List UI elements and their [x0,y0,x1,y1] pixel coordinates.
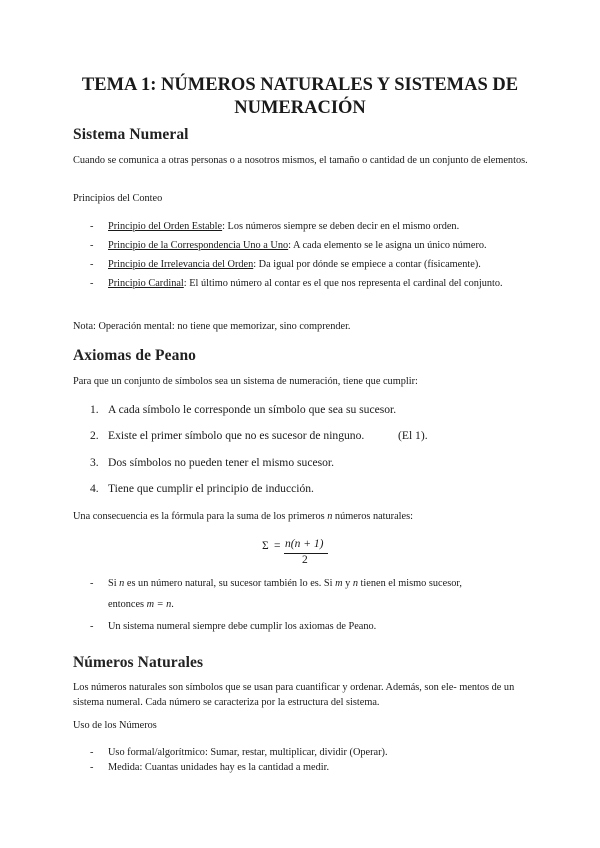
axiom-text: Dos símbolos no pueden tener el mismo sucesor. [108,456,335,469]
uso-subheading: Uso de los Números [73,720,157,731]
bullet-dash: - [90,221,94,232]
principios-subheading: Principios del Conteo [73,193,163,204]
sigma-symbol: Σ [262,540,269,552]
note-text: Nota: Operación mental: no tiene que memorizar, sino comprender. [73,321,351,332]
bullet-dash: - [90,621,94,632]
heading-sistema-numeral: Sistema Numeral [73,126,189,143]
axiom-extra: (El 1). [398,429,428,442]
principle-desc: : A cada elemento se le asigna un único número. [288,240,487,251]
axiom-text: Tiene que cumplir el principio de inducción. [108,482,314,495]
heading-axiomas-de-peano: Axiomas de Peano [73,347,197,364]
bullet-dash: - [90,240,94,251]
bullet-dash: - [90,278,94,289]
principle-desc: : El último número al contar es el que nos representa el cardinal del conjunto. [183,278,503,289]
heading-numeros-naturales: Números Naturales [73,654,204,671]
axiom-text: A cada símbolo le corresponde un símbolo que sea su sucesor. [108,403,397,416]
axiom-number: 3. [90,456,99,469]
bullet-dash: - [90,762,94,773]
formula-denominator: 2 [302,554,308,566]
bullet-dash: - [90,747,94,758]
axiom-number: 2. [90,429,99,442]
consequence-text: Una consecuencia es la fórmula para la suma de los primeros n números naturales: [73,511,413,522]
principle-desc: : Los números siempre se deben decir en el mismo orden. [222,221,460,232]
peano-intro: Para que un conjunto de símbolos sea un sistema de numeración, tiene que cumplir: [73,376,418,387]
principle-desc: : Da igual por dónde se empiece a contar (físicamente). [253,259,481,270]
axiom-number: 4. [90,482,99,495]
equals-sign: = [274,540,281,552]
principle-name: Principio Cardinal [108,278,184,289]
bullet-dash: - [90,578,94,589]
axiom-text: Existe el primer símbolo que no es sucesor de ninguno. [108,429,365,442]
sistema-numeral-intro: Cuando se comunica a otras personas o a nosotros mismos, el tamaño o cantidad de un conjunto de elementos. [73,155,528,166]
numeros-naturales-intro: Los números naturales son símbolos que se usan para cuantificar y ordenar. Además, son ele- mentos de un sistema numeral. Cada número se caracteriza por la estructura del sistema. [73,682,515,708]
bullet-dash: - [90,259,94,270]
principle-name: Principio del Orden Estable [108,221,223,232]
principle-name: Principio de Irrelevancia del Orden [108,259,254,270]
page-title: TEMA 1: NÚMEROS NATURALES Y SISTEMAS DE NUMERACIÓN [81,75,519,118]
formula-numerator: n(n + 1) [285,538,324,550]
document-page: TEMA 1: NÚMEROS NATURALES Y SISTEMAS DE NUMERACIÓN Sistema Numeral Cuando se comunica a otras personas o a nosotros mismos, el tamaño o cantidad de un conjunto de elementos. Principios del Conteo - Principio del Orden Estable: Los números siempre se deben decir en el mismo orden. - Principio de la Correspondencia Uno a Uno: A cada elemento se le asigna un único número. - Principio de Irrelevancia del Orden: Da igual por dónde se empiece a contar (físicamente). - Principio Cardinal: El último número al contar es el que nos representa el cardinal del conjunto. Nota: Operación mental: no tiene que memorizar, sino comprender. Axiomas de Peano Para que un conjunto de símbolos sea un sistema de numeración, tiene que cumplir: 1. A cada símbolo le corresponde un símbolo que sea su sucesor. 2. Existe el primer símbolo que no es sucesor de ninguno. (El 1). 3. Dos símbolos no pueden tener el mismo sucesor. 4. Tiene que cumplir el principio de inducción. Una consecuencia es la fórmula para la suma de los primeros n números naturales: Σ = n(n + 1) 2 - Si n es un número natural, su sucesor también lo es. Si m y n tienen el mismo sucesor, entonces m = n. - Un sistema numeral siempre debe cumplir los axiomas de Peano. Números Naturales Los números naturales son símbolos que se usan para cuantificar y ordenar. Además, son ele- mentos de un sistema numeral. Cada número se caracteriza por la estructura del sistema. Uso de los Números - Uso formal/algorítmico: Sumar, restar, multiplicar, dividir (Operar). - Medida: Cuantas unidades hay es la cantidad a medir. [0,0,600,848]
principle-name: Principio de la Correspondencia Uno a Uno [108,240,289,251]
axiom-number: 1. [90,403,99,416]
